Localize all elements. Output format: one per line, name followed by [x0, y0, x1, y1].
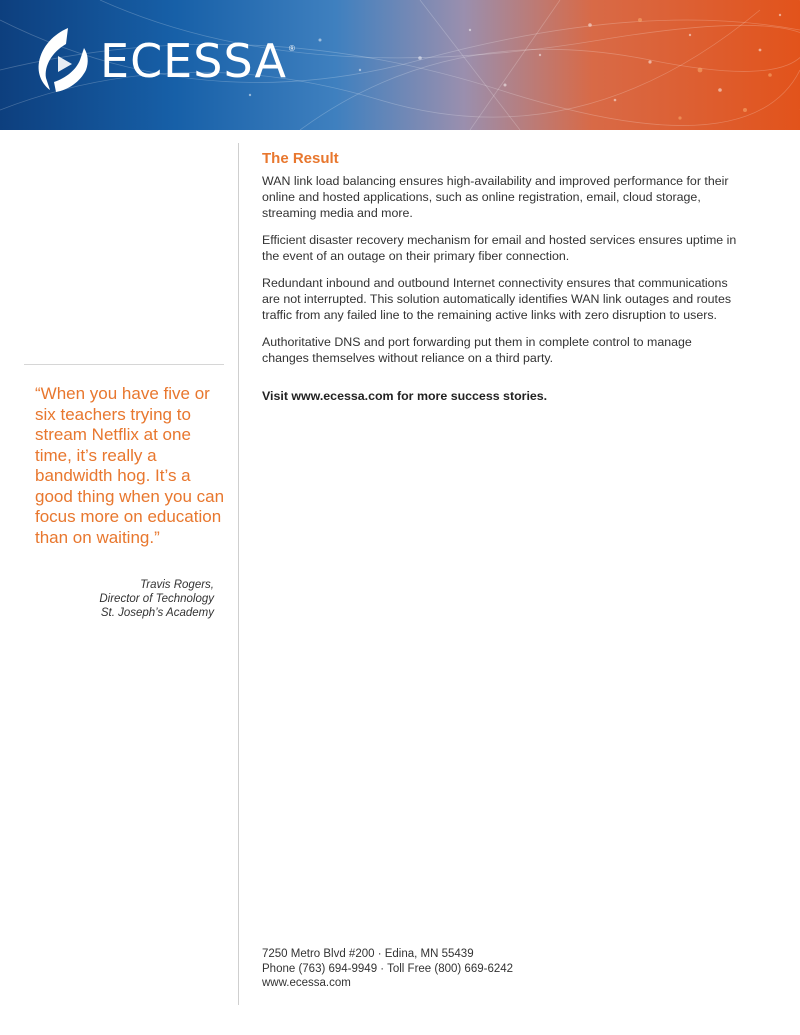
result-paragraph: Authoritative DNS and port forwarding put them in complete control to manage changes themselves without reliance on a third party. [262, 335, 692, 365]
footer-phone: Phone (763) 694-9949 · Toll Free (800) 669-6242 [262, 962, 514, 975]
section-heading: The Result [262, 150, 339, 167]
result-paragraph: Efficient disaster recovery mechanism for email and hosted services ensures uptime in the event of an outage on their primary fiber connection. [262, 233, 737, 263]
attribution-org: St. Joseph’s Academy [100, 607, 214, 619]
success-stories-link[interactable]: Visit www.ecessa.com for more success stories. [262, 389, 548, 403]
attribution-name: Travis Rogers, [140, 579, 214, 591]
result-paragraph: WAN link load balancing ensures high-availability and improved performance for their online and hosted applications, such as online registration, email, cloud storage, streaming media and more. [262, 174, 729, 220]
quote-attribution [40, 578, 214, 620]
header-banner [0, 0, 800, 130]
footer-contact [262, 947, 513, 991]
quote-top-rule [24, 364, 224, 365]
column-divider [238, 143, 239, 1005]
main-content [262, 150, 742, 415]
logo-wordmark: ECESSA [100, 34, 287, 88]
ecessa-logo [34, 26, 295, 96]
attribution-title: Director of Technology [99, 593, 214, 605]
ecessa-logo-mark-icon [34, 26, 90, 96]
registered-mark: ® [288, 44, 295, 53]
result-paragraph: Redundant inbound and outbound Internet connectivity ensures that communications are not interrupted. This solution automatically identifies WAN link outages and routes traffic from any failed line to the remaining active links with zero disruption to users. [262, 276, 732, 322]
pull-quote: “When you have five or six teachers trying to stream Netflix at one time, it’s really a bandwidth hog. It’s a good thing when you can focus more on education than on waiting.” [35, 384, 225, 547]
footer-address: 7250 Metro Blvd #200 · Edina, MN 55439 [262, 948, 474, 960]
footer-website-link[interactable]: www.ecessa.com [262, 977, 351, 989]
